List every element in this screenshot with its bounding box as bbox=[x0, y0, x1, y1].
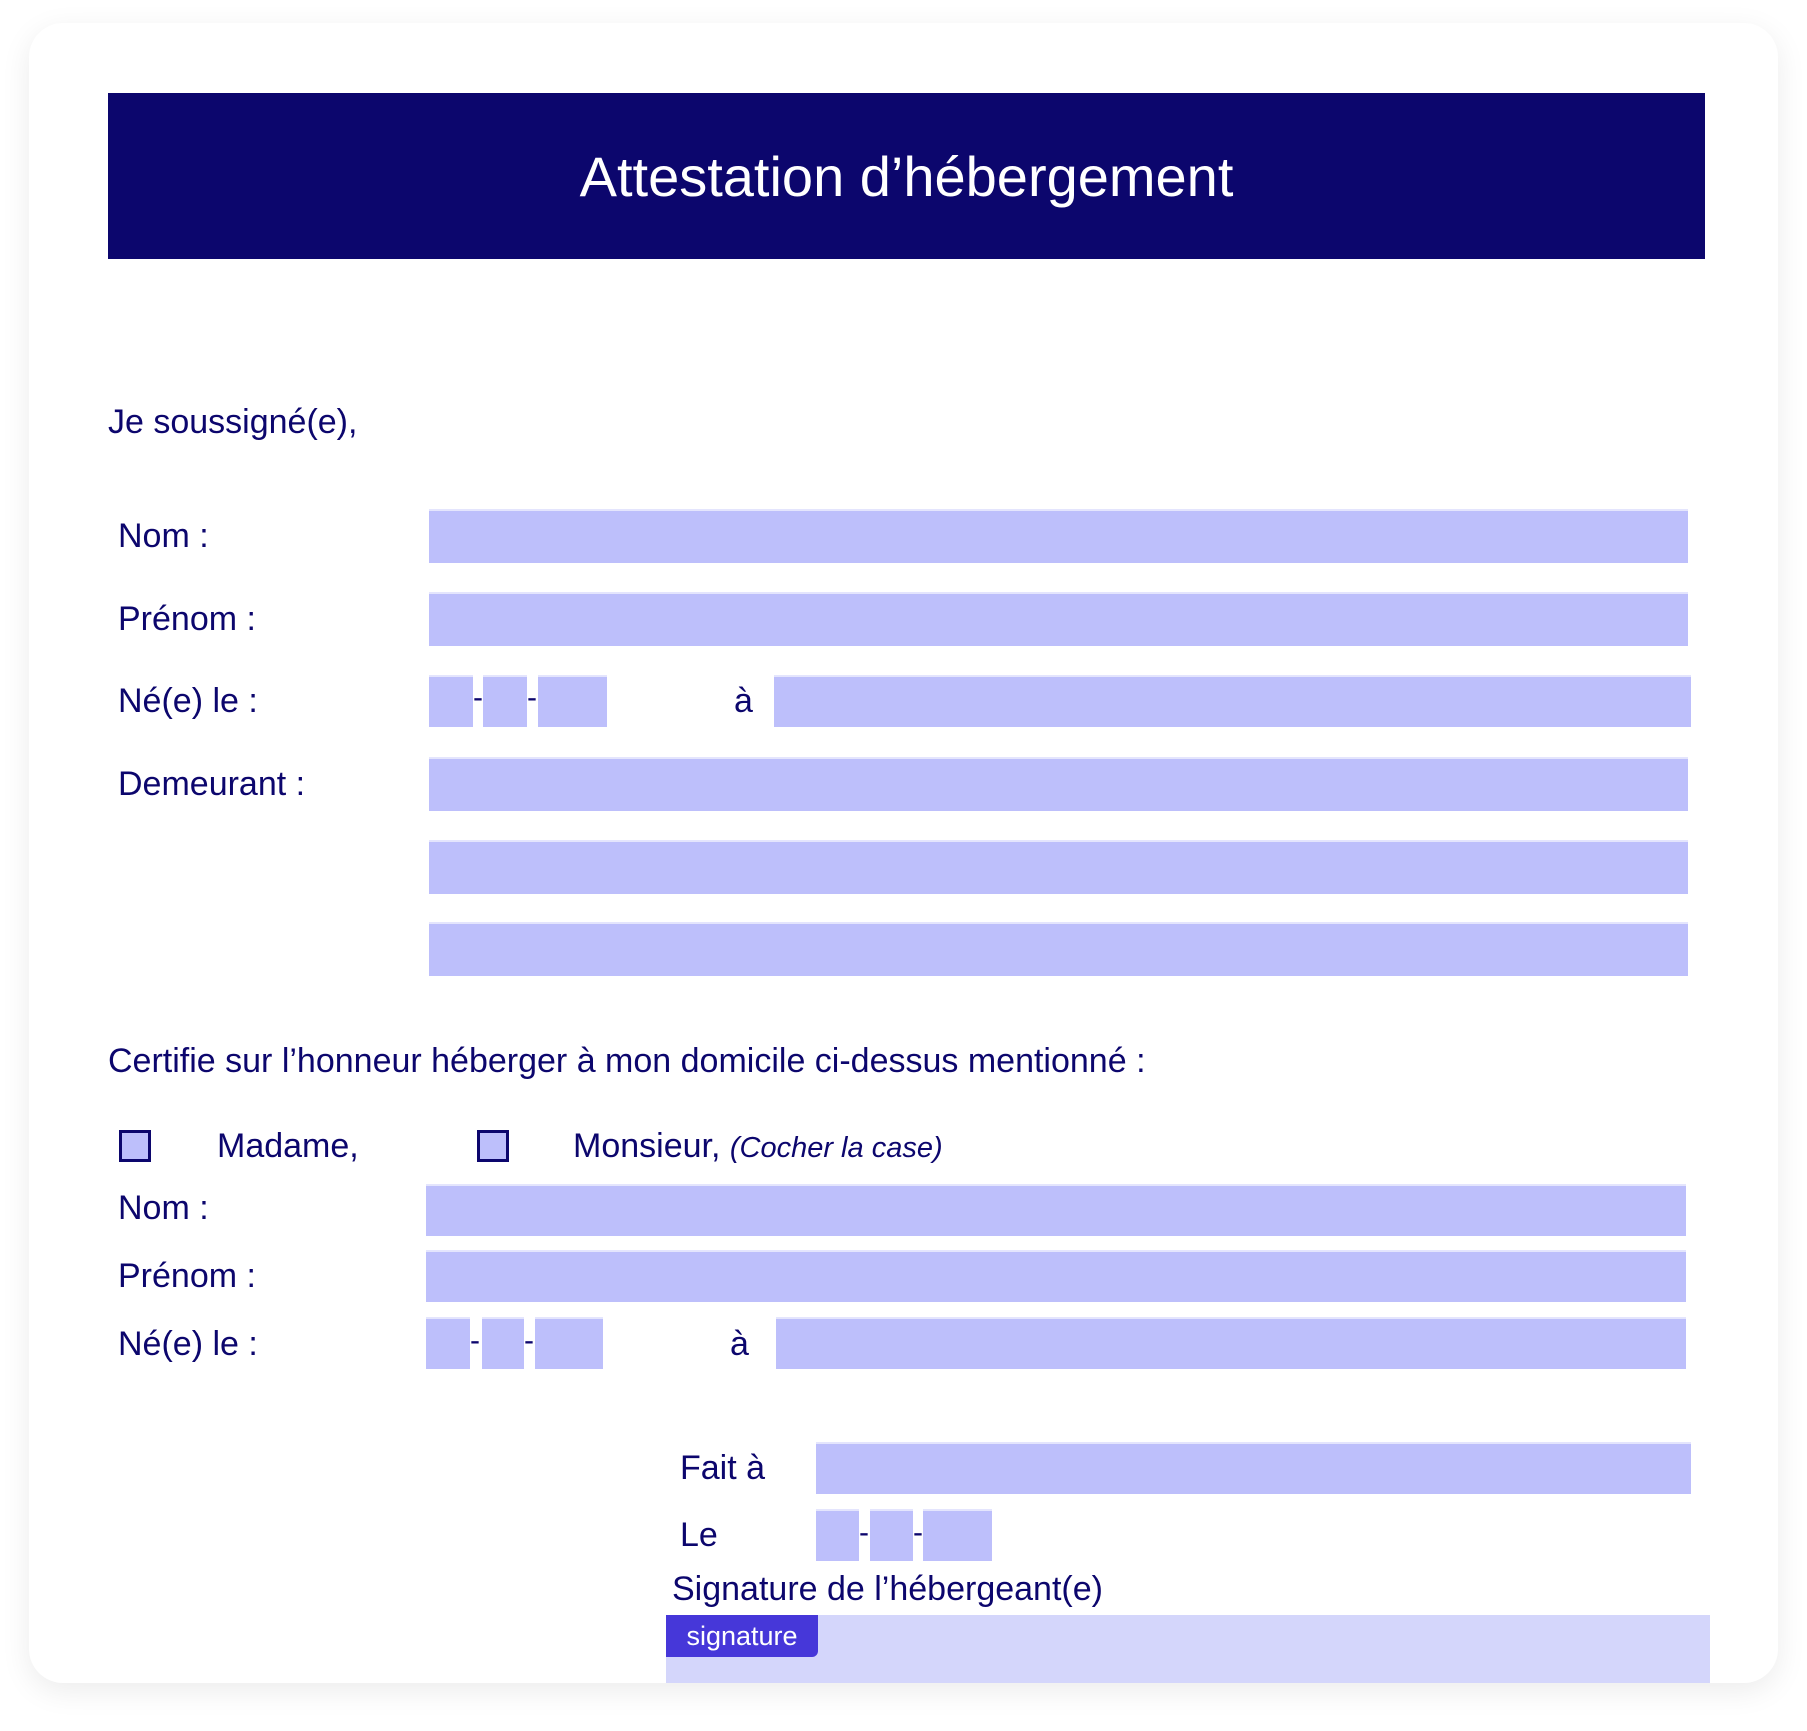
date-separator: - bbox=[527, 681, 537, 714]
host-birthdate-label: Né(e) le : bbox=[118, 682, 258, 720]
guest-birth-day-input[interactable] bbox=[426, 1317, 470, 1369]
guest-prenom-input[interactable] bbox=[426, 1250, 1686, 1302]
host-address-line2-input[interactable] bbox=[429, 840, 1688, 894]
madame-checkbox[interactable] bbox=[119, 1130, 151, 1162]
sign-day-input[interactable] bbox=[816, 1509, 859, 1561]
monsieur-checkbox[interactable] bbox=[477, 1130, 509, 1162]
date-separator: - bbox=[470, 1324, 480, 1357]
title-banner bbox=[108, 93, 1705, 259]
guest-birthplace-input[interactable] bbox=[776, 1317, 1686, 1369]
date-separator: - bbox=[473, 681, 483, 714]
checkbox-hint: (Cocher la case) bbox=[729, 1132, 943, 1164]
monsieur-text: Monsieur, bbox=[573, 1127, 721, 1165]
sign-month-input[interactable] bbox=[870, 1509, 913, 1561]
signature-badge: signature bbox=[666, 1615, 818, 1657]
host-birthplace-label: à bbox=[734, 682, 753, 720]
le-label: Le bbox=[680, 1516, 718, 1554]
host-address-line1-input[interactable] bbox=[429, 757, 1688, 811]
date-separator: - bbox=[913, 1516, 923, 1549]
intro-text: Je soussigné(e), bbox=[108, 403, 358, 441]
signature-label: Signature de l’hébergeant(e) bbox=[672, 1570, 1103, 1608]
host-prenom-input[interactable] bbox=[429, 592, 1688, 646]
host-address-line3-input[interactable] bbox=[429, 922, 1688, 976]
signature-field[interactable] bbox=[666, 1615, 1710, 1683]
host-nom-input[interactable] bbox=[429, 509, 1688, 563]
madame-label: Madame, bbox=[217, 1127, 359, 1165]
guest-nom-input[interactable] bbox=[426, 1184, 1686, 1236]
host-birth-year-input[interactable] bbox=[538, 675, 607, 727]
monsieur-label bbox=[573, 1126, 943, 1168]
host-address-label: Demeurant : bbox=[118, 765, 306, 803]
guest-birth-month-input[interactable] bbox=[482, 1317, 524, 1369]
date-separator: - bbox=[859, 1516, 869, 1549]
guest-birthplace-label: à bbox=[730, 1325, 749, 1363]
date-separator: - bbox=[524, 1324, 534, 1357]
host-nom-label: Nom : bbox=[118, 517, 209, 555]
guest-birthdate-label: Né(e) le : bbox=[118, 1325, 258, 1363]
certify-text: Certifie sur l’honneur héberger à mon domicile ci-dessus mentionné : bbox=[108, 1042, 1146, 1080]
sign-year-input[interactable] bbox=[923, 1509, 992, 1561]
host-birth-month-input[interactable] bbox=[483, 675, 527, 727]
guest-prenom-label: Prénom : bbox=[118, 1257, 256, 1295]
host-birthplace-input[interactable] bbox=[774, 675, 1691, 727]
fait-a-label: Fait à bbox=[680, 1449, 766, 1487]
guest-birth-year-input[interactable] bbox=[535, 1317, 603, 1369]
host-birth-day-input[interactable] bbox=[429, 675, 473, 727]
guest-nom-label: Nom : bbox=[118, 1189, 209, 1227]
host-prenom-label: Prénom : bbox=[118, 600, 256, 638]
page-title: Attestation d’hébergement bbox=[579, 144, 1234, 208]
fait-a-input[interactable] bbox=[816, 1442, 1691, 1494]
